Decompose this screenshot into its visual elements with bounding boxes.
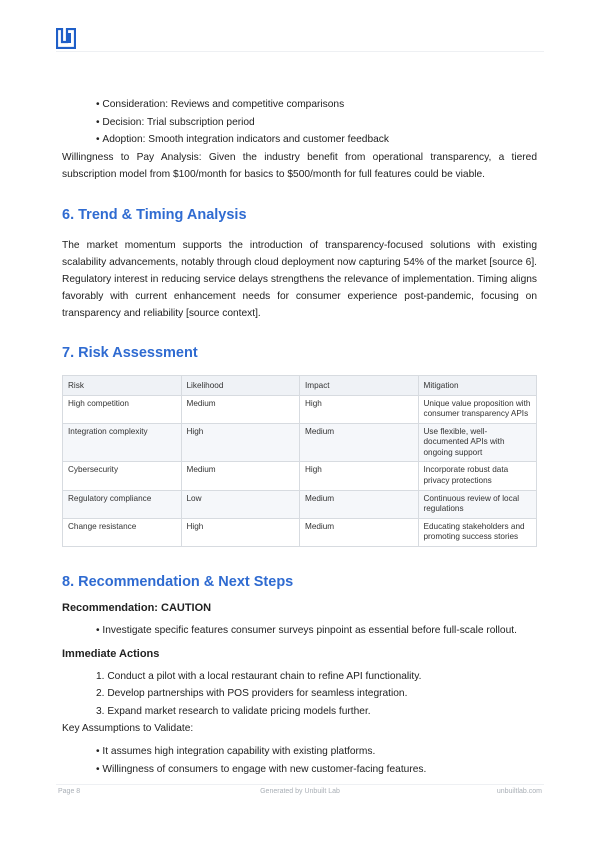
table-row: [63, 490, 537, 518]
section-6-heading: 6. Trend & Timing Analysis: [62, 206, 247, 223]
table-cell: Regulatory compliance: [63, 490, 182, 518]
immediate-actions-list: [62, 668, 537, 721]
table-row: [63, 423, 537, 462]
list-item: • Consideration: Reviews and competitive comparisons: [96, 96, 537, 114]
immediate-actions-heading: Immediate Actions: [62, 647, 160, 660]
key-assumptions-label: Key Assumptions to Validate:: [62, 723, 194, 735]
list-item: 3. Expand market research to validate pricing models further.: [96, 705, 371, 717]
section-6-body: The market momentum supports the introduction of transparency-focused solutions with existing scalability advancements, notably through cloud deployment now capturing 54% of the market [source 6]. Regulatory interest in reducing service delays strengthens the relevance of implementation. Timing aligns favorably with current enhancement needs for consumer experience post-pandemic, focusing on transparency and reliability [source context].: [62, 239, 537, 319]
table-cell: Change resistance: [63, 518, 182, 546]
table-cell: Use flexible, well-documented APIs with ongoing support: [418, 423, 537, 462]
table-cell: Medium: [181, 395, 300, 423]
list-item: • It assumes high integration capability with existing platforms.: [96, 743, 537, 761]
table-cell: High competition: [63, 395, 182, 423]
intro-bullet-list: [62, 96, 537, 149]
list-item: 1. Conduct a pilot with a local restaurant chain to refine API functionality.: [96, 670, 422, 682]
table-cell: High: [300, 462, 419, 490]
table-cell: Cybersecurity: [63, 462, 182, 490]
table-cell: Medium: [181, 462, 300, 490]
table-cell: Medium: [300, 518, 419, 546]
table-cell: Incorporate robust data privacy protections: [418, 462, 537, 490]
list-item: • Adoption: Smooth integration indicators and customer feedback: [96, 131, 537, 149]
willingness-to-pay-paragraph: Willingness to Pay Analysis: Given the industry benefit from operational transparency, a tiered subscription model from $100/month for basics to $500/month for full features could be viable.: [62, 151, 537, 180]
table-cell: Educating stakeholders and promoting success stories: [418, 518, 537, 546]
recommendation-heading: Recommendation: CAUTION: [62, 602, 212, 615]
table-cell: Unique value proposition with consumer transparency APIs: [418, 395, 537, 423]
table-cell: Integration complexity: [63, 423, 182, 462]
table-header-row: [63, 375, 537, 395]
table-cell: Medium: [300, 423, 419, 462]
table-cell: Medium: [300, 490, 419, 518]
table-cell: High: [300, 395, 419, 423]
footer-divider: [56, 784, 544, 785]
column-header-risk: Risk: [63, 375, 182, 395]
table-row: [63, 518, 537, 546]
column-header-mitigation: Mitigation: [418, 375, 537, 395]
section-8-heading: 8. Recommendation & Next Steps: [62, 574, 294, 591]
list-item: • Willingness of consumers to engage with new customer-facing features.: [96, 761, 537, 779]
list-item: 2. Develop partnerships with POS providers for seamless integration.: [96, 688, 408, 700]
header-divider: [56, 51, 544, 52]
column-header-impact: Impact: [300, 375, 419, 395]
table-cell: High: [181, 423, 300, 462]
footer-page-number: Page 8: [58, 788, 81, 795]
page-content: [62, 96, 537, 778]
table-row: [63, 395, 537, 423]
unbuilt-lab-logo-icon: [56, 28, 76, 49]
footer-site-link[interactable]: unbuiltlab.com: [496, 788, 542, 795]
table-row: [63, 462, 537, 490]
section-7-heading: 7. Risk Assessment: [62, 344, 198, 361]
table-cell: Low: [181, 490, 300, 518]
assumptions-bullet-list: [62, 743, 537, 778]
column-header-likelihood: Likelihood: [181, 375, 300, 395]
list-item: • Decision: Trial subscription period: [96, 114, 537, 132]
recommendation-bullet-list: [62, 622, 537, 640]
footer-generated-by: Generated by Unbuilt Lab: [260, 788, 340, 795]
table-cell: Continuous review of local regulations: [418, 490, 537, 518]
risk-table: [62, 375, 537, 548]
list-item: • Investigate specific features consumer surveys pinpoint as essential before full-scale rollout.: [96, 622, 537, 640]
table-cell: High: [181, 518, 300, 546]
